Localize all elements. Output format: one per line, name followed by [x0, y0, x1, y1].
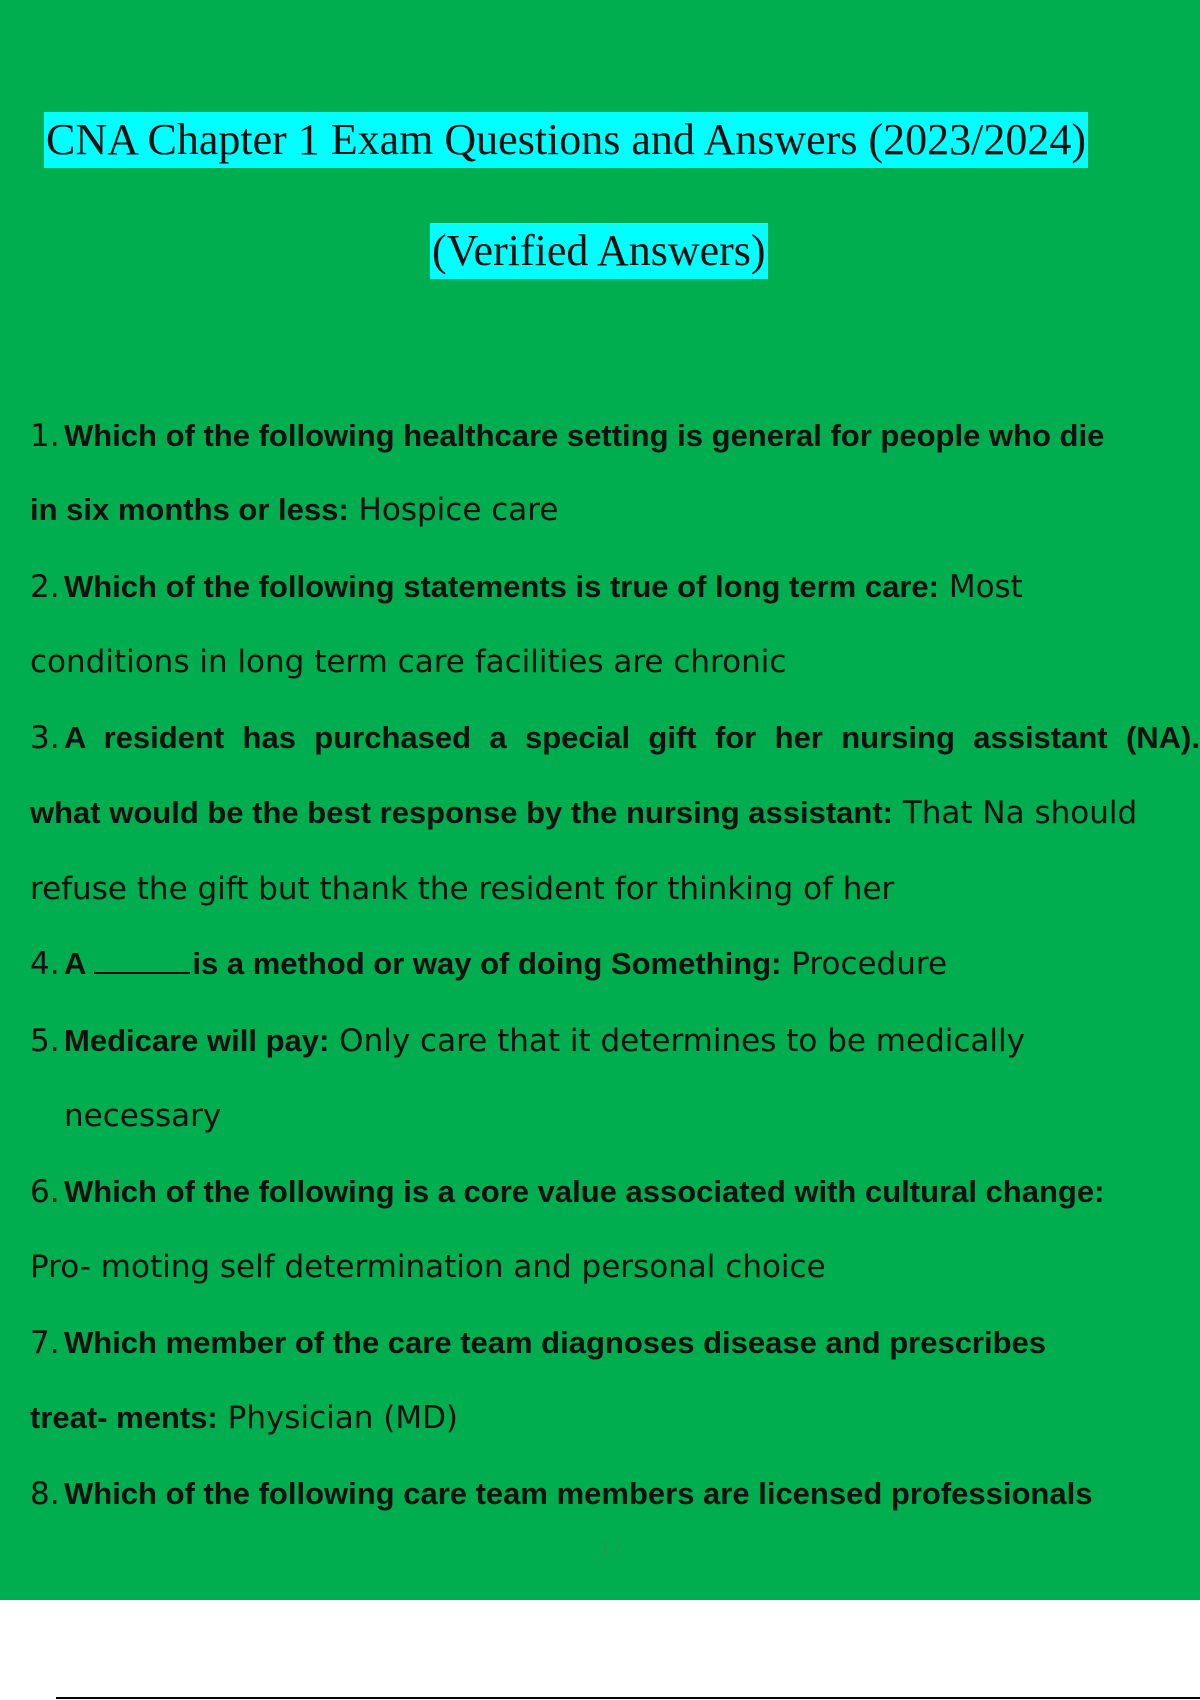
- question-text: A resident has purchased a special gift for her nursing assistant (NA).: [64, 720, 1200, 755]
- question-text: Which of the following is a core value associated with cultural change:: [64, 1174, 1105, 1209]
- question-text: what would be the best response by the nursing assistant:: [30, 795, 893, 830]
- question-number: 2.: [30, 569, 60, 605]
- question-number: 8.: [30, 1476, 60, 1512]
- question-3-line-2: [0, 793, 1200, 833]
- question-text: Which of the following care team members are licensed professionals: [64, 1476, 1093, 1511]
- answer-text: refuse the gift but thank the resident for thinking of her: [30, 871, 895, 907]
- question-text: A: [64, 946, 87, 981]
- question-6-line-2: [0, 1247, 1200, 1287]
- question-text: Which member of the care team diagnoses disease and prescribes: [64, 1325, 1047, 1360]
- question-number: 5.: [30, 1023, 60, 1059]
- page-number: 1 /: [600, 1538, 621, 1557]
- question-8-line-1: [0, 1474, 1200, 1514]
- answer-text: Procedure: [781, 946, 948, 982]
- document-title-line-2: (Verified Answers): [430, 223, 768, 279]
- question-2-line-2: [0, 642, 1200, 682]
- question-number: 7.: [30, 1325, 60, 1361]
- question-text: Which of the following statements is true of long term care:: [64, 569, 939, 604]
- question-text: in six months or less:: [30, 492, 349, 527]
- question-4-line-1: [0, 944, 1200, 984]
- page-divider: [56, 1697, 1200, 1699]
- question-1-line-2: [0, 490, 1200, 530]
- question-number: 1.: [30, 418, 60, 454]
- fill-in-blank: [94, 946, 190, 974]
- answer-text: Pro- moting self determination and personal choice: [30, 1249, 826, 1285]
- question-number: 6.: [30, 1174, 60, 1210]
- answer-text: Only care that it determines to be medically: [329, 1023, 1025, 1059]
- question-1-line-1: [0, 416, 1200, 456]
- question-text: is a method or way of doing Something:: [192, 946, 782, 981]
- question-5-line-1: [0, 1021, 1200, 1061]
- question-text: Medicare will pay:: [64, 1023, 330, 1058]
- question-number: 4.: [30, 946, 60, 982]
- question-text: treat- ments:: [30, 1400, 218, 1435]
- question-2-line-1: [0, 567, 1200, 607]
- answer-text: Hospice care: [348, 492, 559, 528]
- question-7-line-2: [0, 1398, 1200, 1438]
- question-text: Which of the following healthcare setting is general for people who die: [64, 418, 1105, 453]
- answer-text: That Na should: [892, 795, 1138, 831]
- answer-text: necessary: [64, 1098, 222, 1134]
- question-number: 3.: [30, 720, 60, 756]
- document-title-line-1: CNA Chapter 1 Exam Questions and Answers (2023/2024): [44, 112, 1088, 168]
- question-3-line-3: [0, 869, 1200, 909]
- question-3-line-1: [0, 718, 1200, 758]
- question-6-line-1: [0, 1172, 1200, 1212]
- answer-text: conditions in long term care facilities are chronic: [30, 644, 787, 680]
- answer-text: Physician (MD): [217, 1400, 459, 1436]
- answer-text: Most: [938, 569, 1023, 605]
- question-5-line-2: [0, 1096, 1200, 1136]
- question-7-line-1: [0, 1323, 1200, 1363]
